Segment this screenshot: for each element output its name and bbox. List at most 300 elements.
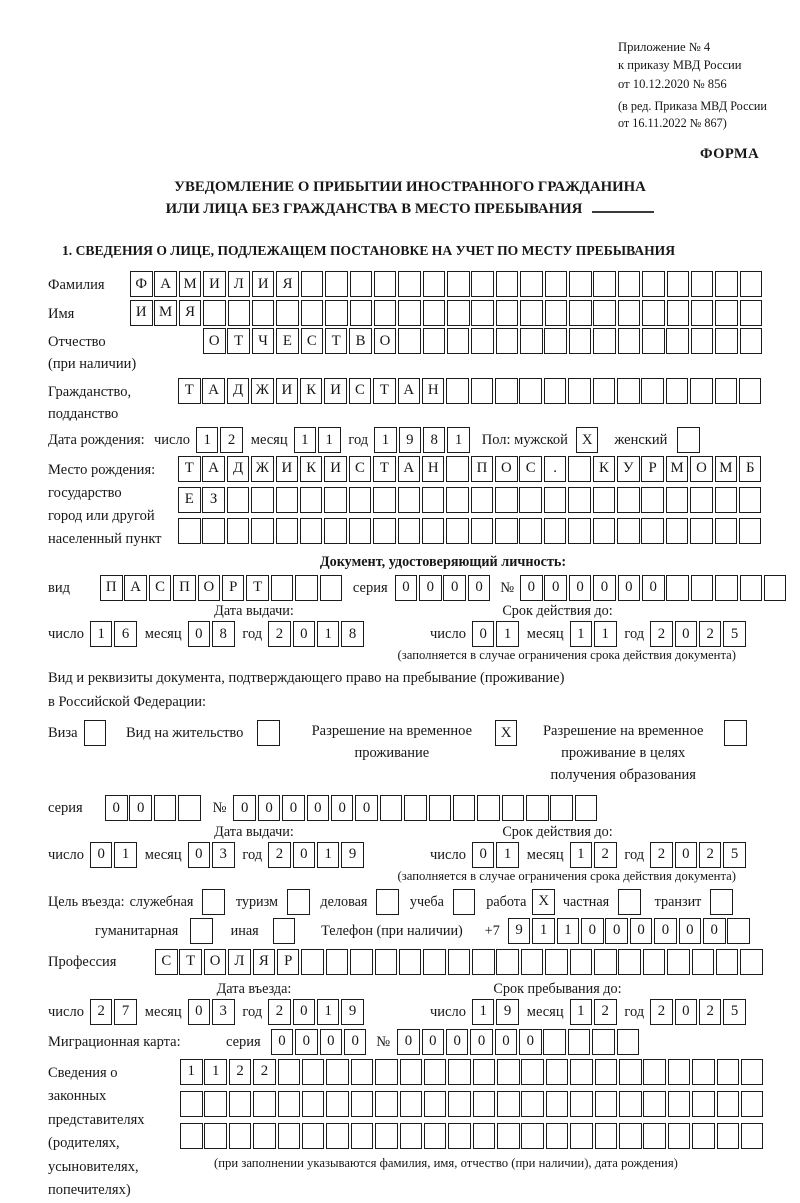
purpose-tourism-checkbox-cell[interactable] [287,889,310,915]
doc-number-cell[interactable] [666,575,689,601]
representatives-cell[interactable] [448,1123,471,1149]
citizenship-cell[interactable]: А [202,378,225,404]
firstname-cell[interactable] [252,300,275,326]
mig-series-cell[interactable]: 0 [295,1029,318,1055]
representatives-cell[interactable] [204,1123,227,1149]
permit-number-cell[interactable] [453,795,476,821]
citizenship-cell[interactable]: И [324,378,347,404]
surname-cell[interactable] [350,271,373,297]
mig-number-cell[interactable] [592,1029,615,1055]
firstname-cell[interactable] [667,300,690,326]
representatives-cell[interactable] [400,1123,423,1149]
profession-cell[interactable]: С [155,949,178,975]
birthplace-cell[interactable]: Ж [251,456,274,482]
firstname-cell[interactable] [545,300,568,326]
permit-valid-day-cell[interactable]: 1 [496,842,519,868]
mig-number-cell[interactable]: 0 [446,1029,469,1055]
citizenship-cell[interactable]: Т [373,378,396,404]
representatives-cell[interactable] [692,1091,715,1117]
birthplace-cell[interactable] [544,487,567,513]
citizenship-cell[interactable] [471,378,494,404]
citizenship-cell[interactable] [715,378,738,404]
surname-cell[interactable] [496,271,519,297]
representatives-cell[interactable] [400,1059,423,1085]
permit-series-cell[interactable]: 0 [129,795,152,821]
representatives-cell[interactable] [375,1059,398,1085]
doc-type-cell[interactable]: О [198,575,221,601]
representatives-cell[interactable] [546,1091,569,1117]
entry-month-cell[interactable]: 0 [188,999,211,1025]
birthplace-cell[interactable]: П [471,456,494,482]
phone-cell[interactable]: 0 [654,918,677,944]
birthplace-cell[interactable]: . [544,456,567,482]
birthplace-cell[interactable] [373,518,396,544]
profession-cell[interactable] [350,949,373,975]
firstname-cell[interactable] [203,300,226,326]
temp-residence-checkbox-cell[interactable]: X [495,720,518,746]
representatives-cell[interactable] [253,1123,276,1149]
surname-cell[interactable]: И [203,271,226,297]
birthplace-cell[interactable] [519,487,542,513]
citizenship-cell[interactable] [593,378,616,404]
birthplace-cell[interactable] [251,518,274,544]
mig-series-cell[interactable]: 0 [271,1029,294,1055]
phone-cell[interactable]: 9 [508,918,531,944]
representatives-cell[interactable] [643,1091,666,1117]
profession-cell[interactable] [594,949,617,975]
birthplace-cell[interactable] [446,456,469,482]
profession-cell[interactable] [545,949,568,975]
representatives-cell[interactable] [400,1091,423,1117]
representatives-cell[interactable] [302,1123,325,1149]
birthplace-cell[interactable] [178,518,201,544]
doc-type-cell[interactable]: П [173,575,196,601]
firstname-cell[interactable] [569,300,592,326]
purpose-private-checkbox-cell[interactable] [618,889,641,915]
firstname-cell[interactable] [423,300,446,326]
birthplace-cell[interactable]: Д [227,456,250,482]
patronymic-cell[interactable] [715,328,738,354]
birthplace-cell[interactable]: С [519,456,542,482]
patronymic-cell[interactable]: О [374,328,397,354]
firstname-cell[interactable] [276,300,299,326]
birth-year-cell[interactable]: 8 [423,427,446,453]
birthplace-cell[interactable] [690,487,713,513]
patronymic-cell[interactable] [666,328,689,354]
permit-valid-year-cell[interactable]: 0 [675,842,698,868]
firstname-cell[interactable] [228,300,251,326]
citizenship-cell[interactable] [690,378,713,404]
surname-cell[interactable] [423,271,446,297]
representatives-cell[interactable]: 1 [204,1059,227,1085]
phone-cell[interactable]: 0 [703,918,726,944]
citizenship-cell[interactable] [446,378,469,404]
birthplace-cell[interactable] [251,487,274,513]
permit-issue-month-cell[interactable]: 3 [212,842,235,868]
purpose-transit-checkbox-cell[interactable] [710,889,733,915]
patronymic-cell[interactable] [544,328,567,354]
representatives-cell[interactable] [253,1091,276,1117]
permit-valid-year-cell[interactable]: 5 [723,842,746,868]
representatives-cell[interactable] [717,1091,740,1117]
surname-cell[interactable] [667,271,690,297]
doc-valid-year-cell[interactable]: 5 [723,621,746,647]
birthplace-cell[interactable] [666,518,689,544]
surname-cell[interactable]: Л [228,271,251,297]
profession-cell[interactable] [643,949,666,975]
firstname-cell[interactable] [642,300,665,326]
representatives-cell[interactable] [326,1091,349,1117]
firstname-cell[interactable] [398,300,421,326]
birthplace-cell[interactable] [617,487,640,513]
profession-cell[interactable] [667,949,690,975]
birthplace-cell[interactable] [202,518,225,544]
birthplace-cell[interactable] [519,518,542,544]
birth-year-cell[interactable]: 1 [374,427,397,453]
surname-cell[interactable]: Ф [130,271,153,297]
birthplace-cell[interactable] [349,518,372,544]
stay-year-cell[interactable]: 5 [723,999,746,1025]
mig-number-cell[interactable] [543,1029,566,1055]
doc-type-cell[interactable]: Т [246,575,269,601]
mig-number-cell[interactable]: 0 [470,1029,493,1055]
entry-year-cell[interactable]: 2 [268,999,291,1025]
stay-year-cell[interactable]: 2 [699,999,722,1025]
permit-series-cell[interactable] [154,795,177,821]
stay-day-cell[interactable]: 9 [496,999,519,1025]
citizenship-cell[interactable] [666,378,689,404]
profession-cell[interactable] [496,949,519,975]
citizenship-cell[interactable]: И [276,378,299,404]
permit-series-cell[interactable]: 0 [105,795,128,821]
representatives-cell[interactable] [448,1091,471,1117]
purpose-business-checkbox-cell[interactable] [376,889,399,915]
birthplace-cell[interactable] [349,487,372,513]
permit-number-cell[interactable]: 0 [233,795,256,821]
firstname-cell[interactable] [618,300,641,326]
firstname-cell[interactable] [715,300,738,326]
birth-year-cell[interactable]: 1 [447,427,470,453]
permit-number-cell[interactable] [502,795,525,821]
representatives-cell[interactable] [180,1091,203,1117]
firstname-cell[interactable] [374,300,397,326]
surname-cell[interactable] [569,271,592,297]
surname-cell[interactable] [642,271,665,297]
birthplace-cell[interactable] [495,518,518,544]
representatives-cell[interactable] [424,1123,447,1149]
representatives-cell[interactable] [497,1059,520,1085]
representatives-cell[interactable] [497,1091,520,1117]
permit-series-cell[interactable] [178,795,201,821]
form-number-blank[interactable] [592,198,654,213]
doc-number-cell[interactable]: 0 [593,575,616,601]
representatives-cell[interactable] [570,1091,593,1117]
representatives-cell[interactable] [717,1123,740,1149]
phone-cell[interactable]: 0 [679,918,702,944]
permit-issue-month-cell[interactable]: 0 [188,842,211,868]
representatives-cell[interactable] [546,1123,569,1149]
stay-year-cell[interactable]: 2 [650,999,673,1025]
birthplace-cell[interactable]: Н [422,456,445,482]
citizenship-cell[interactable]: Т [178,378,201,404]
purpose-other-checkbox-cell[interactable] [273,918,296,944]
birthplace-cell[interactable] [398,487,421,513]
representatives-cell[interactable] [643,1059,666,1085]
patronymic-cell[interactable]: О [203,328,226,354]
birthplace-cell[interactable]: Б [739,456,762,482]
surname-cell[interactable] [471,271,494,297]
profession-cell[interactable] [399,949,422,975]
doc-valid-year-cell[interactable]: 2 [650,621,673,647]
representatives-cell[interactable] [229,1091,252,1117]
representatives-cell[interactable] [229,1123,252,1149]
mig-number-cell[interactable]: 0 [397,1029,420,1055]
representatives-cell[interactable] [595,1059,618,1085]
birthplace-cell[interactable]: К [300,456,323,482]
purpose-study-checkbox-cell[interactable] [453,889,476,915]
permit-number-cell[interactable] [477,795,500,821]
birthplace-cell[interactable]: С [349,456,372,482]
phone-cell[interactable]: 0 [605,918,628,944]
representatives-cell[interactable] [741,1091,764,1117]
doc-series-cell[interactable]: 0 [443,575,466,601]
entry-year-cell[interactable]: 9 [341,999,364,1025]
firstname-cell[interactable] [593,300,616,326]
profession-cell[interactable] [423,949,446,975]
permit-number-cell[interactable] [526,795,549,821]
birthplace-cell[interactable] [227,487,250,513]
doc-type-cell[interactable]: П [100,575,123,601]
patronymic-cell[interactable]: В [349,328,372,354]
mig-number-cell[interactable] [568,1029,591,1055]
entry-day-cell[interactable]: 2 [90,999,113,1025]
birthplace-cell[interactable] [276,518,299,544]
representatives-cell[interactable] [473,1123,496,1149]
patronymic-cell[interactable] [569,328,592,354]
permit-number-cell[interactable] [575,795,598,821]
birthplace-cell[interactable] [422,518,445,544]
birthplace-cell[interactable] [398,518,421,544]
doc-issue-year-cell[interactable]: 2 [268,621,291,647]
firstname-cell[interactable] [740,300,763,326]
surname-cell[interactable]: Я [276,271,299,297]
representatives-cell[interactable] [326,1123,349,1149]
mig-number-cell[interactable]: 0 [422,1029,445,1055]
profession-cell[interactable]: Т [179,949,202,975]
birthplace-cell[interactable] [641,518,664,544]
representatives-cell[interactable] [741,1059,764,1085]
stay-month-cell[interactable]: 1 [570,999,593,1025]
doc-number-cell[interactable] [764,575,787,601]
firstname-cell[interactable] [496,300,519,326]
permit-valid-year-cell[interactable]: 2 [699,842,722,868]
representatives-cell[interactable] [570,1059,593,1085]
doc-issue-month-cell[interactable]: 0 [188,621,211,647]
doc-type-cell[interactable]: С [149,575,172,601]
doc-type-cell[interactable]: Р [222,575,245,601]
representatives-cell[interactable] [521,1059,544,1085]
patronymic-cell[interactable] [471,328,494,354]
birthplace-cell[interactable]: У [617,456,640,482]
permit-number-cell[interactable]: 0 [331,795,354,821]
citizenship-cell[interactable] [739,378,762,404]
doc-type-cell[interactable] [271,575,294,601]
doc-number-cell[interactable] [691,575,714,601]
representatives-cell[interactable] [473,1059,496,1085]
doc-number-cell[interactable]: 0 [618,575,641,601]
patronymic-cell[interactable] [740,328,763,354]
birthplace-cell[interactable]: Е [178,487,201,513]
entry-day-cell[interactable]: 7 [114,999,137,1025]
representatives-cell[interactable] [351,1059,374,1085]
doc-issue-year-cell[interactable]: 1 [317,621,340,647]
profession-cell[interactable] [521,949,544,975]
citizenship-cell[interactable]: С [349,378,372,404]
purpose-official-checkbox-cell[interactable] [202,889,225,915]
representatives-cell[interactable] [521,1123,544,1149]
profession-cell[interactable]: Я [253,949,276,975]
doc-number-cell[interactable] [715,575,738,601]
representatives-cell[interactable] [619,1091,642,1117]
profession-cell[interactable] [301,949,324,975]
representatives-cell[interactable] [619,1123,642,1149]
permit-issue-year-cell[interactable]: 9 [341,842,364,868]
surname-cell[interactable] [398,271,421,297]
birthplace-cell[interactable]: А [398,456,421,482]
doc-valid-year-cell[interactable]: 2 [699,621,722,647]
representatives-cell[interactable] [570,1123,593,1149]
entry-year-cell[interactable]: 0 [293,999,316,1025]
surname-cell[interactable] [545,271,568,297]
permit-issue-day-cell[interactable]: 0 [90,842,113,868]
birthplace-cell[interactable] [739,518,762,544]
representatives-cell[interactable] [302,1091,325,1117]
patronymic-cell[interactable] [423,328,446,354]
patronymic-cell[interactable] [520,328,543,354]
citizenship-cell[interactable] [495,378,518,404]
profession-cell[interactable]: Л [228,949,251,975]
sex-male-checkbox-cell[interactable]: X [576,427,599,453]
representatives-cell[interactable] [546,1059,569,1085]
representatives-cell[interactable]: 2 [229,1059,252,1085]
permit-number-cell[interactable] [550,795,573,821]
patronymic-cell[interactable] [398,328,421,354]
citizenship-cell[interactable] [519,378,542,404]
patronymic-cell[interactable] [496,328,519,354]
permit-issue-year-cell[interactable]: 0 [293,842,316,868]
doc-type-cell[interactable] [295,575,318,601]
representatives-cell[interactable] [595,1123,618,1149]
birthplace-cell[interactable]: З [202,487,225,513]
birthplace-cell[interactable] [568,518,591,544]
surname-cell[interactable] [374,271,397,297]
doc-type-cell[interactable]: А [124,575,147,601]
representatives-cell[interactable] [473,1091,496,1117]
surname-cell[interactable] [447,271,470,297]
permit-number-cell[interactable]: 0 [355,795,378,821]
birthplace-cell[interactable] [739,487,762,513]
surname-cell[interactable]: А [154,271,177,297]
birthplace-cell[interactable] [690,518,713,544]
profession-cell[interactable] [692,949,715,975]
citizenship-cell[interactable] [544,378,567,404]
purpose-work-checkbox-cell[interactable]: X [532,889,555,915]
firstname-cell[interactable]: М [154,300,177,326]
doc-type-cell[interactable] [320,575,343,601]
doc-number-cell[interactable] [740,575,763,601]
representatives-cell[interactable] [497,1123,520,1149]
representatives-cell[interactable] [351,1123,374,1149]
birthplace-cell[interactable]: Т [178,456,201,482]
birthplace-cell[interactable] [666,487,689,513]
birthplace-cell[interactable] [715,518,738,544]
doc-valid-month-cell[interactable]: 1 [570,621,593,647]
surname-cell[interactable] [325,271,348,297]
permit-number-cell[interactable]: 0 [282,795,305,821]
stay-month-cell[interactable]: 2 [594,999,617,1025]
birth-day-cell[interactable]: 2 [220,427,243,453]
representatives-cell[interactable] [302,1059,325,1085]
permit-number-cell[interactable] [380,795,403,821]
entry-month-cell[interactable]: 3 [212,999,235,1025]
representatives-cell[interactable]: 2 [253,1059,276,1085]
citizenship-cell[interactable] [568,378,591,404]
birthplace-cell[interactable]: О [495,456,518,482]
representatives-cell[interactable] [717,1059,740,1085]
birth-month-cell[interactable]: 1 [318,427,341,453]
phone-cell[interactable]: 0 [581,918,604,944]
patronymic-cell[interactable]: Е [276,328,299,354]
profession-cell[interactable] [448,949,471,975]
surname-cell[interactable] [520,271,543,297]
surname-cell[interactable]: М [179,271,202,297]
representatives-cell[interactable] [668,1091,691,1117]
mig-series-cell[interactable]: 0 [320,1029,343,1055]
permit-number-cell[interactable] [404,795,427,821]
representatives-cell[interactable] [692,1123,715,1149]
patronymic-cell[interactable] [642,328,665,354]
residence-permit-checkbox-cell[interactable] [257,720,280,746]
representatives-cell[interactable] [448,1059,471,1085]
representatives-cell[interactable] [375,1091,398,1117]
birth-day-cell[interactable]: 1 [196,427,219,453]
representatives-cell[interactable] [278,1123,301,1149]
birthplace-cell[interactable] [324,518,347,544]
birthplace-cell[interactable] [446,487,469,513]
permit-issue-year-cell[interactable]: 1 [317,842,340,868]
doc-number-cell[interactable]: 0 [569,575,592,601]
doc-issue-year-cell[interactable]: 0 [293,621,316,647]
firstname-cell[interactable] [350,300,373,326]
doc-valid-day-cell[interactable]: 0 [472,621,495,647]
doc-series-cell[interactable]: 0 [419,575,442,601]
permit-valid-year-cell[interactable]: 2 [650,842,673,868]
citizenship-cell[interactable]: А [398,378,421,404]
doc-series-cell[interactable]: 0 [395,575,418,601]
representatives-cell[interactable] [643,1123,666,1149]
profession-cell[interactable] [375,949,398,975]
birthplace-cell[interactable]: К [593,456,616,482]
patronymic-cell[interactable]: Ч [252,328,275,354]
purpose-humanitarian-checkbox-cell[interactable] [190,918,213,944]
birth-year-cell[interactable]: 9 [399,427,422,453]
birthplace-cell[interactable]: И [324,456,347,482]
profession-cell[interactable]: Р [277,949,300,975]
citizenship-cell[interactable] [617,378,640,404]
birthplace-cell[interactable]: Т [373,456,396,482]
birthplace-cell[interactable]: М [715,456,738,482]
firstname-cell[interactable]: Я [179,300,202,326]
